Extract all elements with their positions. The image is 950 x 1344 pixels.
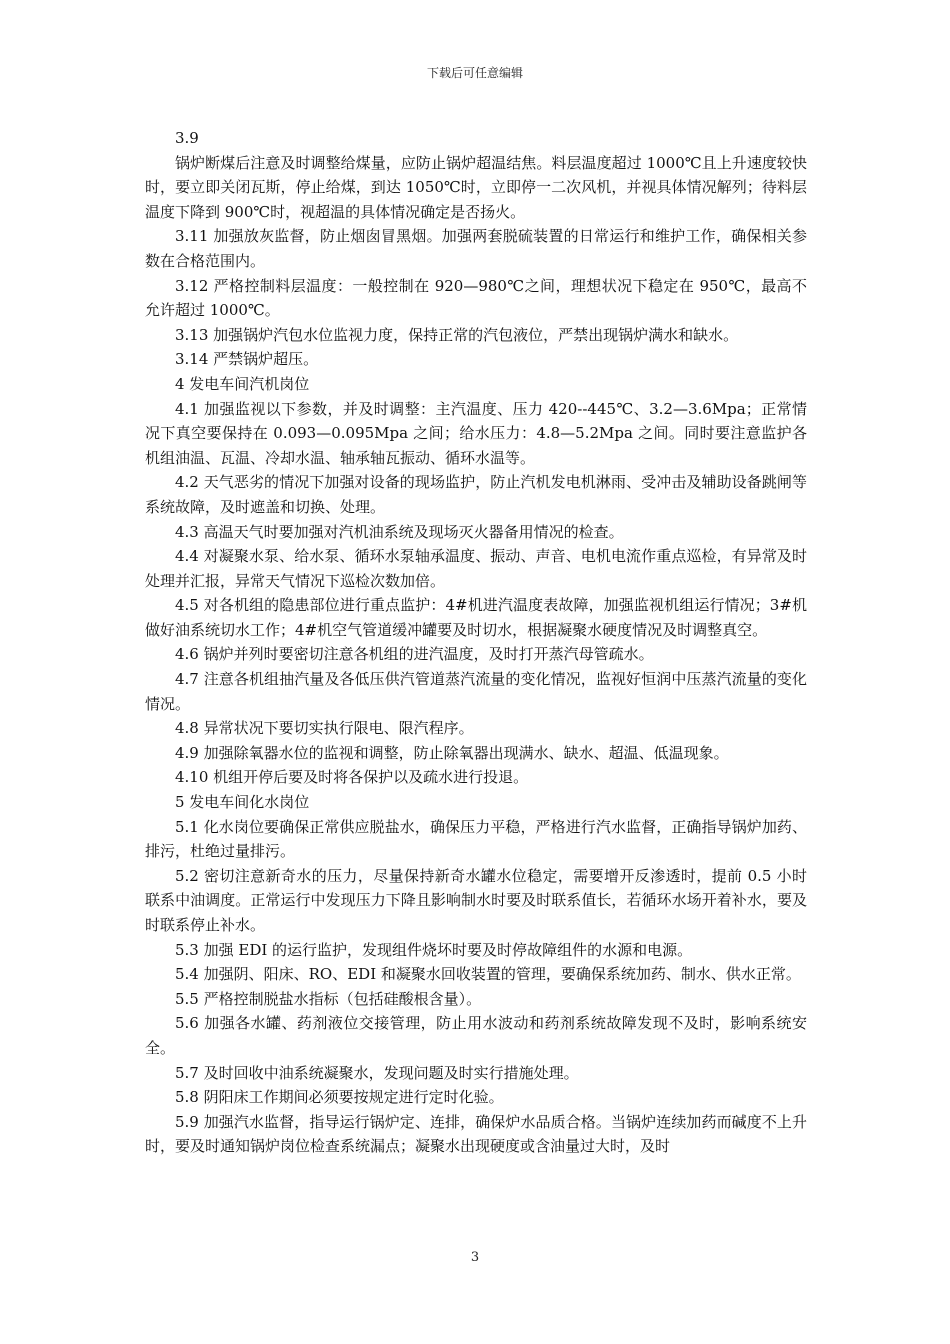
paragraph: 5.1 化水岗位要确保正常供应脱盐水，确保压力平稳，严格进行汽水监督，正确指导锅炉加药、排污，杜绝过量排污。 — [145, 817, 807, 861]
paragraph: 5.5 严格控制脱盐水指标（包括硅酸根含量）。 — [175, 989, 482, 1008]
paragraph: 4.1 加强监视以下参数，并及时调整：主汽温度、压力 420--445℃、3.2—3.6Mpa；正常情况下真空要保持在 0.093—0.095Mpa 之间；给水压力：4.8—5.2Mpa 之间。同时要注意监护各机组油温、瓦温、冷却水温、轴承轴瓦振动、循环水温等。 — [145, 399, 807, 467]
paragraph: 3.13 加强锅炉汽包水位监视力度，保持正常的汽包液位，严禁出现锅炉满水和缺水。 — [175, 325, 739, 344]
paragraph: 4.8 异常状况下要切实执行限电、限汽程序。 — [175, 719, 474, 738]
section-heading: 4 发电车间汽机岗位 — [175, 374, 310, 393]
paragraph: 4.3 高温天气时要加强对汽机油系统及现场灭火器备用情况的检查。 — [175, 522, 624, 541]
paragraph: 3.11 加强放灰监督，防止烟囱冒黑烟。加强两套脱硫装置的日常运行和维护工作，确保相关参数在合格范围内。 — [145, 227, 807, 270]
page-number: 3 — [470, 1250, 480, 1265]
paragraph: 5.8 阴阳床工作期间必须要按规定进行定时化验。 — [175, 1088, 504, 1107]
paragraph: 4.5 对各机组的隐患部位进行重点监护：4#机进汽温度表故障，加强监视机组运行情况；3#机做好油系统切水工作；4#机空气管道缓冲罐要及时切水，根据凝聚水硬度情况及时调整真空。 — [145, 596, 807, 639]
page-header: 下载后可任意编辑 — [426, 66, 523, 80]
document-body — [145, 126, 807, 1159]
paragraph: 4.4 对凝聚水泵、给水泵、循环水泵轴承温度、振动、声音、电机电流作重点巡检，有异常及时处理并汇报，异常天气情况下巡检次数加倍。 — [145, 547, 807, 590]
paragraph: 5.9 加强汽水监督，指导运行锅炉定、连排，确保炉水品质合格。当锅炉连续加药而碱度不上升时，要及时通知锅炉岗位检查系统漏点；凝聚水出现硬度或含油量过大时，及时 — [145, 1112, 807, 1156]
paragraph: 3.14 严禁锅炉超压。 — [175, 350, 319, 369]
paragraph: 4.6 锅炉并列时要密切注意各机组的进汽温度，及时打开蒸汽母管疏水。 — [175, 645, 654, 664]
paragraph: 5.6 加强各水罐、药剂液位交接管理，防止用水波动和药剂系统故障发现不及时，影响系统安全。 — [145, 1014, 807, 1057]
paragraph: 4.7 注意各机组抽汽量及各低压供汽管道蒸汽流量的变化情况，监视好恒润中压蒸汽流量的变化情况。 — [145, 670, 807, 713]
paragraph: 5.4 加强阴、阳床、RO、EDI 和凝聚水回收装置的管理，要确保系统加药、制水、供水正常。 — [175, 965, 801, 984]
paragraph: 4.2 天气恶劣的情况下加强对设备的现场监护，防止汽机发电机淋雨、受冲击及辅助设备跳闸等系统故障，及时遮盖和切换、处理。 — [145, 473, 807, 516]
paragraph: 5.2 密切注意新奇水的压力，尽量保持新奇水罐水位稳定，需要增开反渗透时，提前 0.5 小时联系中油调度。正常运行中发现压力下降且影响制水时要及时联系值长，若循环水场开着补水，要及时联系停止补水。 — [145, 866, 807, 934]
paragraph: 3.9 — [175, 129, 199, 147]
paragraph: 4.10 机组开停后要及时将各保护以及疏水进行投退。 — [175, 768, 529, 787]
paragraph: 4.9 加强除氧器水位的监视和调整，防止除氧器出现满水、缺水、超温、低温现象。 — [175, 743, 729, 762]
paragraph: 3.12 严格控制料层温度：一般控制在 920—980℃之间，理想状况下稳定在 950℃，最高不允许超过 1000℃。 — [145, 276, 807, 320]
paragraph: 锅炉断煤后注意及时调整给煤量，应防止锅炉超温结焦。料层温度超过 1000℃且上升速度较快时，要立即关闭瓦斯，停止给煤，到达 1050℃时，立即停一二次风机，并视具体情况解列；待料层温度下降到 900℃时，视超温的具体情况确定是否扬火。 — [145, 153, 807, 221]
paragraph: 5.7 及时回收中油系统凝聚水，发现问题及时实行措施处理。 — [175, 1063, 579, 1082]
section-heading: 5 发电车间化水岗位 — [175, 793, 310, 812]
paragraph: 5.3 加强 EDI 的运行监护，发现组件烧坏时要及时停故障组件的水源和电源。 — [175, 940, 693, 959]
